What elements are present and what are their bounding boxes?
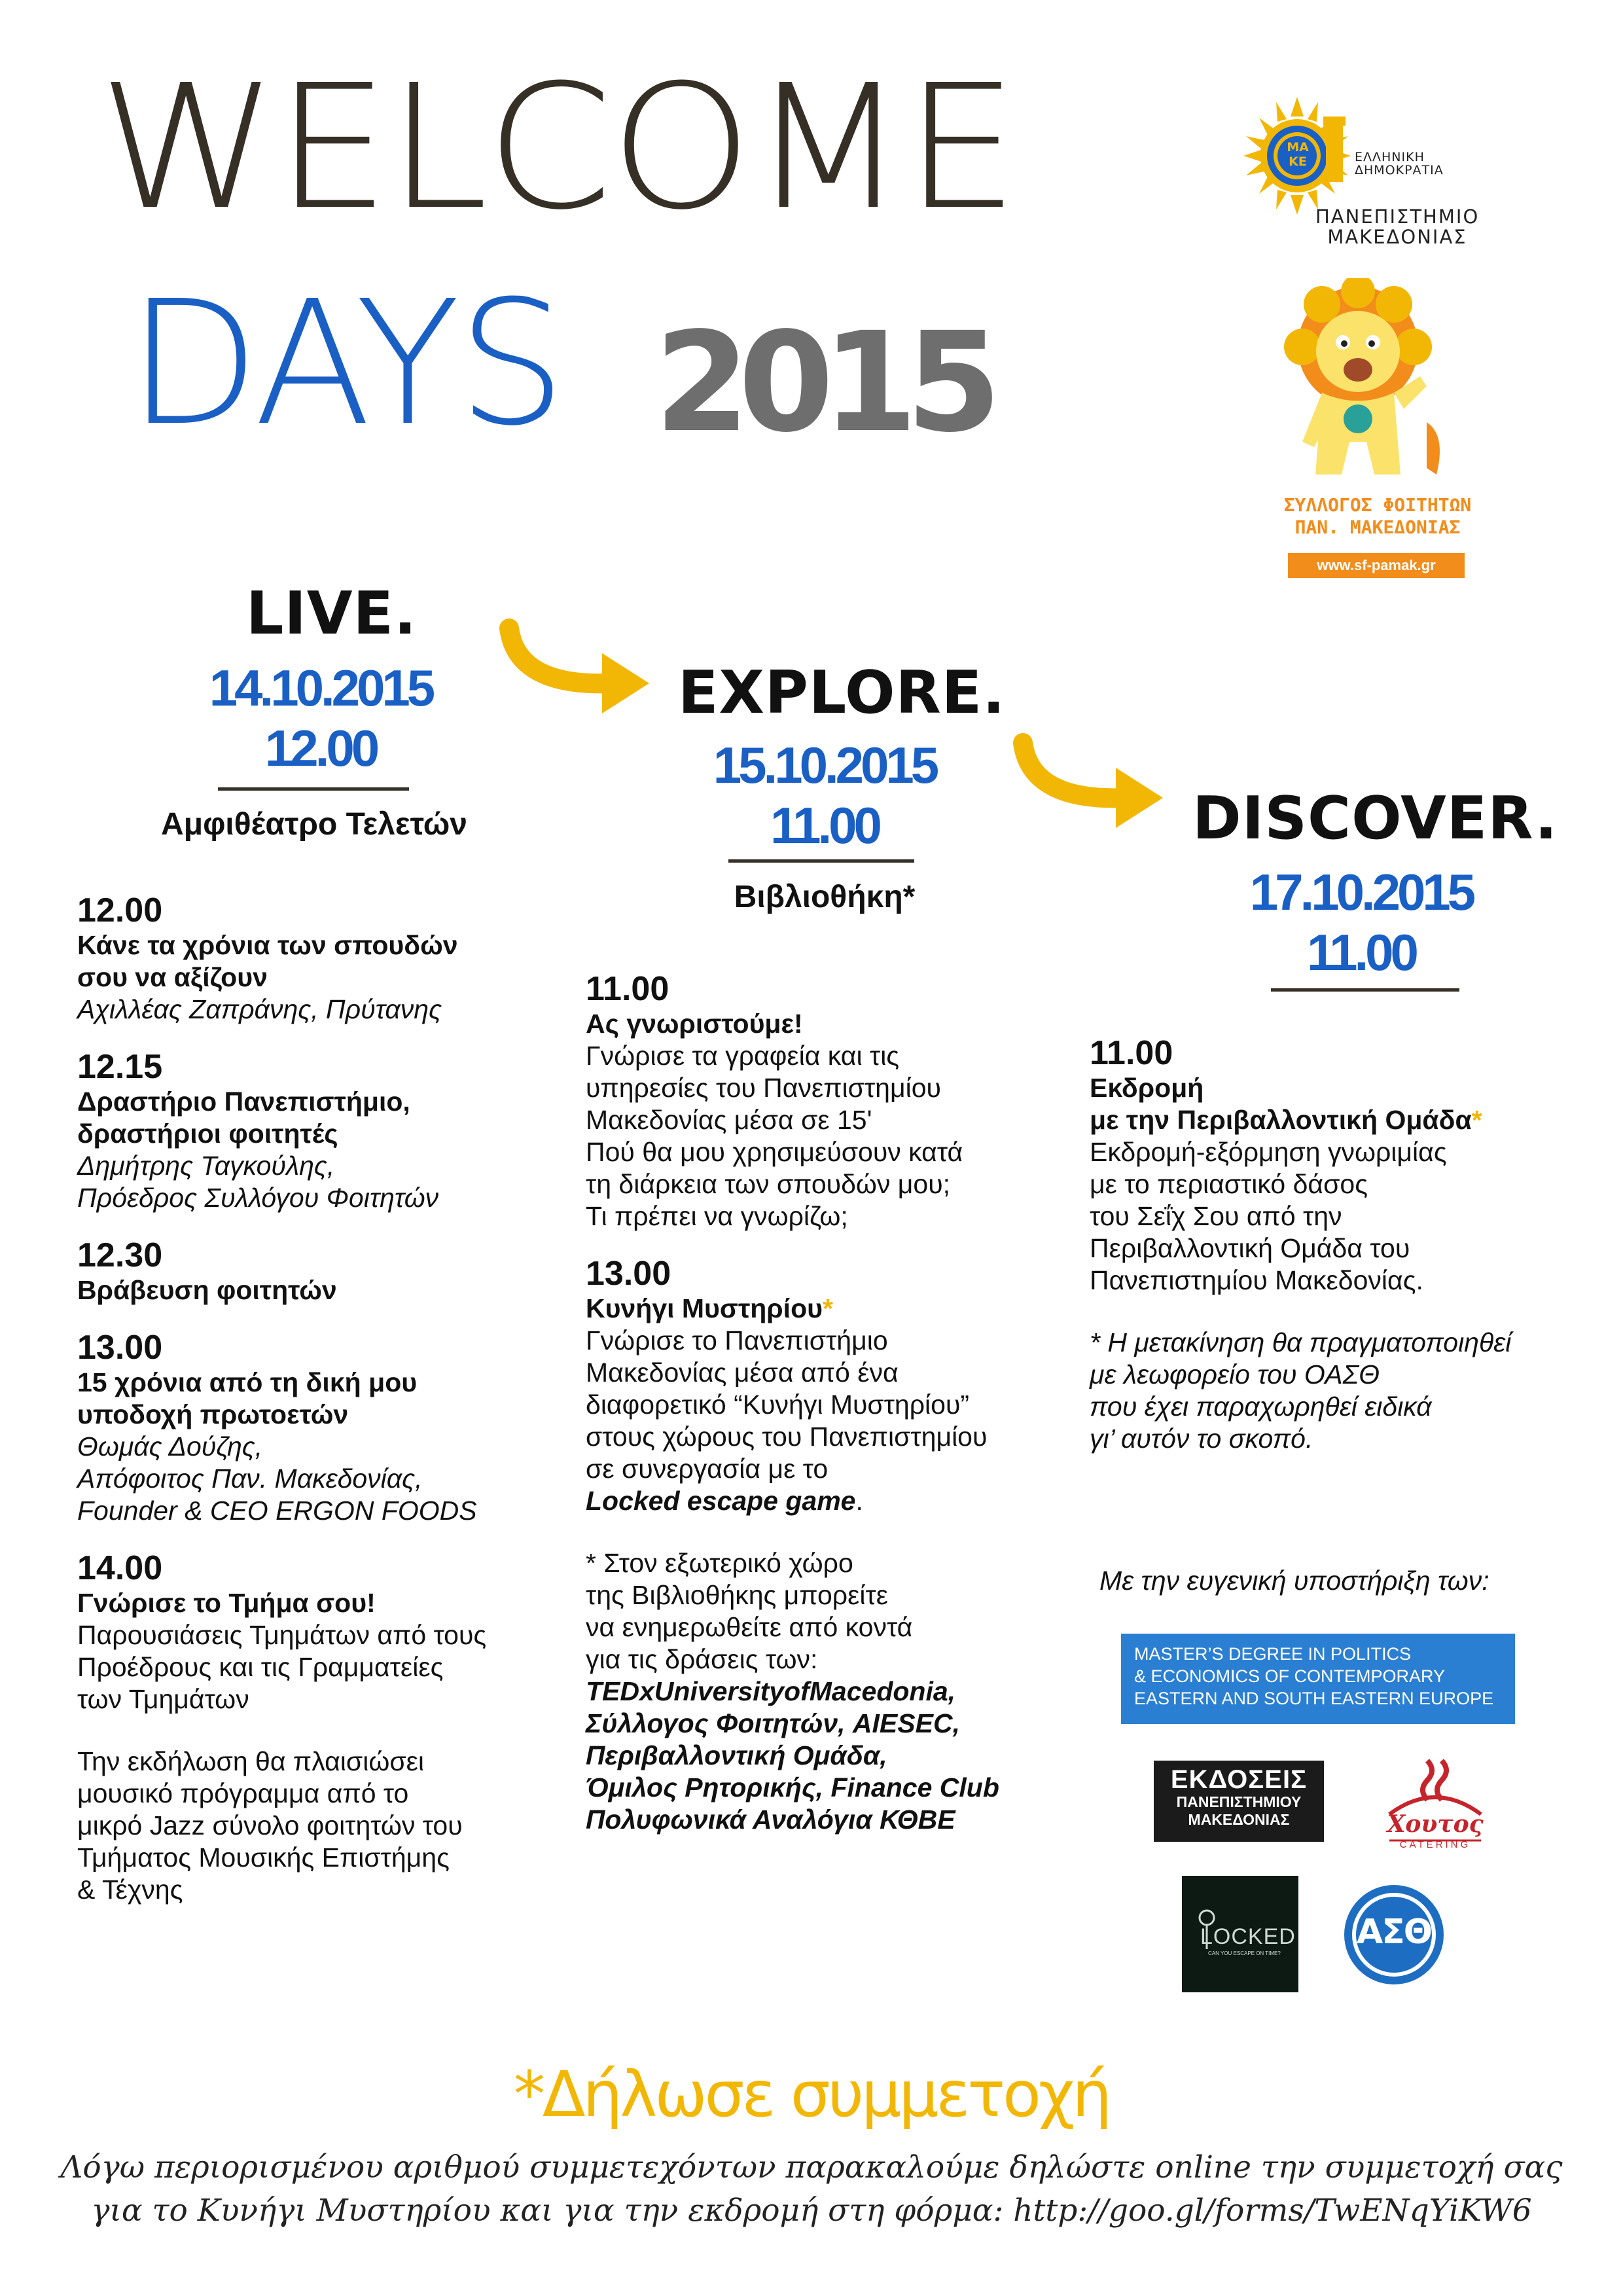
event-title: Γνώρισε το Τμήμα σου!: [77, 1588, 376, 1618]
event-text: Πανεπιστημίου Μακεδονίας.: [1090, 1265, 1423, 1295]
event-title: Δραστήριο Πανεπιστήμιο,: [77, 1086, 410, 1117]
event-text: Περιβαλλοντική Ομάδα του: [1090, 1233, 1410, 1263]
event-title: 15 χρόνια από τη δική μου: [77, 1367, 418, 1397]
event-text: με το περιαστικό δάσος: [1090, 1169, 1368, 1199]
event-text: στους χώρους του Πανεπιστημίου: [586, 1422, 988, 1452]
explore-heading: EXPLORE.: [678, 658, 1006, 727]
event-text: υπηρεσίες του Πανεπιστημίου: [586, 1073, 941, 1103]
event-speaker: Απόφοιτος Παν. Μακεδονίας,: [77, 1463, 423, 1494]
event-time: 11.00: [1090, 1034, 1173, 1072]
event-text-row: [586, 1485, 1083, 1517]
discover-heading: DISCOVER.: [1192, 784, 1558, 853]
event-text: Γνώρισε τα γραφεία και τις: [586, 1041, 900, 1071]
registration-note-line-2[interactable]: για το Κυνήγι Μυστηρίου και για την εκδρομή στη φόρμα: http://goo.gl/forms/TwENqYiKW6: [91, 2193, 1532, 2229]
event-text: των Τμημάτων: [77, 1684, 249, 1714]
register-call-to-action: *Δήλωσε συμμετοχή: [513, 2058, 1110, 2131]
event-text: διαφορετικό “Κυνήγι Μυστηρίου”: [586, 1390, 970, 1420]
lion-mascot-icon: [1283, 278, 1472, 488]
republic-line-2: ΔΗΜΟΚΡΑΤΙΑ: [1355, 163, 1444, 177]
press-line: ΜΑΚΕΔΟΝΙΑΣ: [1188, 1811, 1290, 1828]
event-speaker: Αχιλλέας Ζαπράνης, Πρύτανης: [77, 994, 442, 1024]
event-time: 13.00: [586, 1255, 671, 1293]
masters-line: MASTER’S DEGREE IN POLITICS: [1134, 1644, 1412, 1664]
locked-escape-logo: [1182, 1876, 1298, 1992]
event-text: Γνώρισε το Πανεπιστήμιο: [586, 1325, 888, 1355]
republic-text: [1355, 151, 1444, 177]
event-text: Πού θα μου χρησιμεύσουν κατά: [586, 1137, 963, 1167]
masters-degree-logo: [1121, 1634, 1515, 1724]
live-note-line: Τμήματος Μουσικής Επιστήμης: [77, 1842, 450, 1873]
asterisk-mark: *: [1471, 1105, 1482, 1135]
press-line: ΕΚΔΟΣΕΙΣ: [1170, 1765, 1308, 1794]
welcome-title: WELCOME: [98, 48, 1016, 247]
live-note-line: & Τέχνης: [77, 1874, 183, 1905]
event-text: του Σεΐχ Σου από την: [1090, 1201, 1342, 1231]
event-text: Τι πρέπει να γνωρίζω;: [586, 1201, 848, 1231]
organization-line: TEDxUniversityofMacedonia,: [586, 1676, 956, 1706]
locked-name: LOCKED: [1200, 1924, 1296, 1949]
event-title: Κυνήγι Μυστηρίου: [586, 1293, 823, 1323]
event-text: Εκδρομή-εξόρμηση γνωριμίας: [1090, 1137, 1447, 1167]
live-note-line: Την εκδήλωση θα πλαισιώσει: [77, 1746, 425, 1776]
explore-date: 15.10.2015: [713, 736, 936, 794]
student-club-logo: [1283, 278, 1472, 579]
discover-schedule: [1090, 1034, 1600, 1455]
locked-game-name: Locked escape game: [586, 1486, 856, 1516]
discover-note-line: γι’ αυτόν το σκοπό.: [1090, 1424, 1313, 1454]
event-title: Κάνε τα χρόνια των σπουδών: [77, 930, 458, 960]
live-heading: LIVE.: [246, 579, 418, 648]
event-title: Εκδρομή: [1090, 1073, 1204, 1103]
explore-note-line: της Βιβλιοθήκης μπορείτε: [586, 1580, 888, 1610]
press-line: ΠΑΝΕΠΙΣΤΗΜΙΟΥ: [1176, 1793, 1302, 1810]
support-text: Με την ευγενική υποστήριξη των:: [1099, 1566, 1489, 1596]
university-logo: [1243, 97, 1479, 247]
club-url: www.sf-pamak.gr: [1288, 553, 1465, 578]
oasth-logo: [1342, 1882, 1446, 1987]
organization-line: Πολυφωνικά Αναλόγια ΚΘΒΕ: [586, 1804, 955, 1835]
explore-note-line: * Στον εξωτερικό χώρο: [586, 1548, 853, 1578]
discover-divider: [1271, 988, 1459, 992]
explore-note-line: να ενημερωθείτε από κοντά: [586, 1612, 913, 1642]
organization-line: Περιβαλλοντική Ομάδα,: [586, 1740, 887, 1770]
koutos-catering-logo: [1363, 1754, 1507, 1852]
university-name-line-2: ΜΑΚΕΔΟΝΙΑΣ: [1327, 226, 1467, 248]
republic-line-1: ΕΛΛΗΝΙΚΗ: [1355, 150, 1425, 164]
discover-date: 17.10.2015: [1249, 863, 1473, 921]
arrow-right-icon-2: [1011, 730, 1181, 841]
oasth-letters: ΑΣΘ: [1357, 1912, 1431, 1952]
event-time: 12.30: [77, 1236, 163, 1274]
club-name-line-2: ΠΑΝ. ΜΑΚΕΔΟΝΙΑΣ: [1294, 516, 1461, 538]
event-speaker: Θωμάς Δούζης,: [77, 1431, 263, 1462]
days-title: DAYS: [128, 264, 564, 463]
event-text: Προέδρους και τις Γραμματείες: [77, 1652, 444, 1682]
event-time: 12.00: [77, 891, 163, 929]
event-text: Μακεδονίας μέσα σε 15': [586, 1105, 872, 1135]
explore-note-line: για τις δράσεις των:: [586, 1644, 818, 1674]
live-divider: [218, 787, 409, 791]
explore-venue: Βιβλιοθήκη*: [734, 880, 916, 914]
koutos-subtitle: CATERING: [1399, 1839, 1471, 1850]
masters-line: EASTERN AND SOUTH EASTERN EUROPE: [1134, 1689, 1494, 1708]
event-speaker: Founder & CEO ERGON FOODS: [77, 1496, 477, 1526]
discover-note-line: με λεωφορείο του ΟΑΣΘ: [1090, 1359, 1380, 1390]
live-venue: Αμφιθέατρο Τελετών: [161, 807, 467, 842]
year-title: 2015: [654, 302, 990, 463]
discover-note-line: που έχει παραχωρηθεί ειδικά: [1090, 1391, 1432, 1422]
organization-line: Όμιλος Ρητορικής, Finance Club: [586, 1772, 999, 1803]
organization-line: Σύλλογος Φοιτητών, AIESEC,: [586, 1708, 960, 1738]
event-text: Παρουσιάσεις Τμημάτων από τους: [77, 1620, 487, 1650]
event-title-row: [1090, 1104, 1600, 1136]
live-schedule: [77, 891, 575, 1906]
event-speaker: Πρόεδρος Συλλόγου Φοιτητών: [77, 1183, 439, 1213]
event-time: 14.00: [77, 1549, 163, 1587]
event-text: Μακεδονίας μέσα από ένα: [586, 1357, 899, 1388]
club-name: [1283, 494, 1472, 539]
live-note-line: μουσικό πρόγραμμα από το: [77, 1778, 409, 1808]
university-press-logo: [1154, 1761, 1324, 1842]
registration-note-line-1: Λόγω περιορισμένου αριθμού συμμετεχόντων παρακαλούμε δηλώστε online την συμμετοχή σας: [60, 2149, 1563, 2185]
sentence-end: .: [855, 1486, 863, 1516]
event-title: Ας γνωριστούμε!: [586, 1009, 803, 1039]
masters-line: & ECONOMICS OF CONTEMPORARY: [1134, 1666, 1446, 1686]
asterisk-mark: *: [822, 1293, 833, 1323]
locked-tagline: CAN YOU ESCAPE ON TIME?: [1208, 1950, 1281, 1956]
live-note-line: μικρό Jazz σύνολο φοιτητών του: [77, 1810, 463, 1840]
koutos-name: Χουτος: [1387, 1810, 1484, 1838]
event-time: 12.15: [77, 1048, 163, 1086]
event-title: σου να αξίζουν: [77, 962, 268, 992]
event-title: Βράβευση φοιτητών: [77, 1275, 337, 1305]
event-speaker: Δημήτρης Ταγκούλης,: [77, 1151, 335, 1181]
event-time: 11.00: [586, 970, 669, 1008]
live-time: 12.00: [264, 719, 377, 777]
discover-note-line: * Η μετακίνηση θα πραγματοποιηθεί: [1090, 1327, 1512, 1357]
event-time: 13.00: [77, 1329, 163, 1367]
live-date: 14.10.2015: [209, 659, 433, 717]
event-text: τη διάρκεια των σπουδών μου;: [586, 1169, 951, 1199]
event-title-row: [586, 1293, 1083, 1325]
event-title: δραστήριοι φοιτητές: [77, 1119, 338, 1149]
event-title: με την Περιβαλλοντική Ομάδα: [1090, 1105, 1472, 1135]
explore-divider: [728, 859, 914, 863]
arrow-right-icon: [497, 615, 668, 726]
explore-time: 11.00: [770, 797, 879, 854]
university-name: [1315, 207, 1479, 247]
university-badge-text: MA KE: [1287, 140, 1309, 169]
university-name-line-1: ΠΑΝΕΠΙΣΤΗΜΙΟ: [1315, 206, 1480, 228]
discover-time: 11.00: [1307, 924, 1416, 981]
event-title: υποδοχή πρωτοετών: [77, 1399, 349, 1429]
event-text: σε συνεργασία με το: [586, 1454, 829, 1484]
club-name-line-1: ΣΥΛΛΟΓΟΣ ΦΟΙΤΗΤΩΝ: [1283, 494, 1472, 516]
explore-schedule: [586, 970, 1083, 1836]
